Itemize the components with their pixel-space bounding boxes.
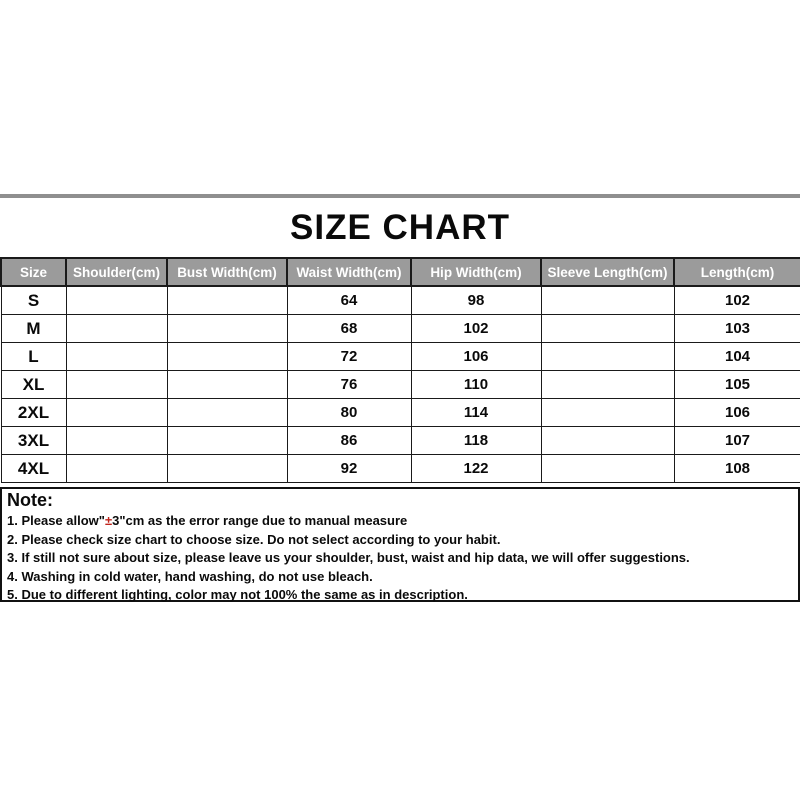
cell-shoulder: [66, 286, 167, 315]
cell-hip: 114: [411, 399, 541, 427]
note-box: [0, 487, 800, 602]
cell-bust: [167, 399, 287, 427]
table-row: [1, 371, 800, 399]
cell-shoulder: [66, 315, 167, 343]
cell-sleeve: [541, 343, 674, 371]
cell-hip: 122: [411, 455, 541, 483]
cell-hip: 98: [411, 286, 541, 315]
note-line-1-prefix: 1. Please allow": [7, 513, 105, 528]
cell-waist: 86: [287, 427, 411, 455]
header-shoulder: Shoulder(cm): [66, 258, 167, 286]
note-line-1: [7, 514, 794, 527]
table-row: [1, 343, 800, 371]
cell-length: 107: [674, 427, 800, 455]
header-sleeve-length: Sleeve Length(cm): [541, 258, 674, 286]
cell-sleeve: [541, 315, 674, 343]
cell-size: 2XL: [1, 399, 66, 427]
note-line-4: 4. Washing in cold water, hand washing, do not use bleach.: [7, 568, 373, 584]
cell-waist: 76: [287, 371, 411, 399]
cell-sleeve: [541, 371, 674, 399]
cell-shoulder: [66, 399, 167, 427]
table-header-row: [1, 258, 800, 286]
header-size: Size: [1, 258, 66, 286]
cell-bust: [167, 286, 287, 315]
cell-size: S: [1, 286, 66, 315]
cell-sleeve: [541, 455, 674, 483]
cell-waist: 68: [287, 315, 411, 343]
cell-size: XL: [1, 371, 66, 399]
table-row: [1, 315, 800, 343]
cell-waist: 80: [287, 399, 411, 427]
cell-shoulder: [66, 427, 167, 455]
cell-shoulder: [66, 455, 167, 483]
cell-bust: [167, 455, 287, 483]
cell-sleeve: [541, 399, 674, 427]
cell-size: L: [1, 343, 66, 371]
cell-length: 104: [674, 343, 800, 371]
header-length: Length(cm): [674, 258, 800, 286]
cell-sleeve: [541, 286, 674, 315]
note-line-1-suffix: 3"cm as the error range due to manual measure: [112, 513, 408, 528]
note-line-3: 3. If still not sure about size, please leave us your shoulder, bust, waist and hip data, we will offer suggestions.: [7, 550, 690, 565]
cell-size: 4XL: [1, 455, 66, 483]
cell-size: M: [1, 315, 66, 343]
cell-hip: 102: [411, 315, 541, 343]
cell-length: 108: [674, 455, 800, 483]
title-area: [0, 198, 800, 258]
table-row: [1, 286, 800, 315]
cell-length: 103: [674, 315, 800, 343]
note-heading: Note:: [7, 490, 53, 510]
cell-bust: [167, 371, 287, 399]
cell-waist: 64: [287, 286, 411, 315]
cell-hip: 106: [411, 343, 541, 371]
cell-shoulder: [66, 371, 167, 399]
cell-length: 106: [674, 399, 800, 427]
table-row: [1, 399, 800, 427]
cell-sleeve: [541, 427, 674, 455]
cell-hip: 118: [411, 427, 541, 455]
size-table: [0, 257, 800, 483]
plus-minus-highlight: ±: [104, 513, 113, 528]
note-line-2: 2. Please check size chart to choose size. Do not select according to your habit.: [7, 531, 501, 547]
cell-length: 102: [674, 286, 800, 315]
header-hip-width: Hip Width(cm): [411, 258, 541, 286]
table-row: [1, 427, 800, 455]
table-row: [1, 455, 800, 483]
cell-hip: 110: [411, 371, 541, 399]
cell-bust: [167, 315, 287, 343]
header-waist-width: Waist Width(cm): [287, 258, 411, 286]
header-bust-width: Bust Width(cm): [167, 258, 287, 286]
cell-bust: [167, 343, 287, 371]
page-title: SIZE CHART: [290, 208, 510, 247]
cell-waist: 72: [287, 343, 411, 371]
cell-length: 105: [674, 371, 800, 399]
cell-bust: [167, 427, 287, 455]
cell-waist: 92: [287, 455, 411, 483]
note-line-5: 5. Due to different lighting, color may not 100% the same as in description.: [7, 587, 468, 602]
cell-size: 3XL: [1, 427, 66, 455]
cell-shoulder: [66, 343, 167, 371]
